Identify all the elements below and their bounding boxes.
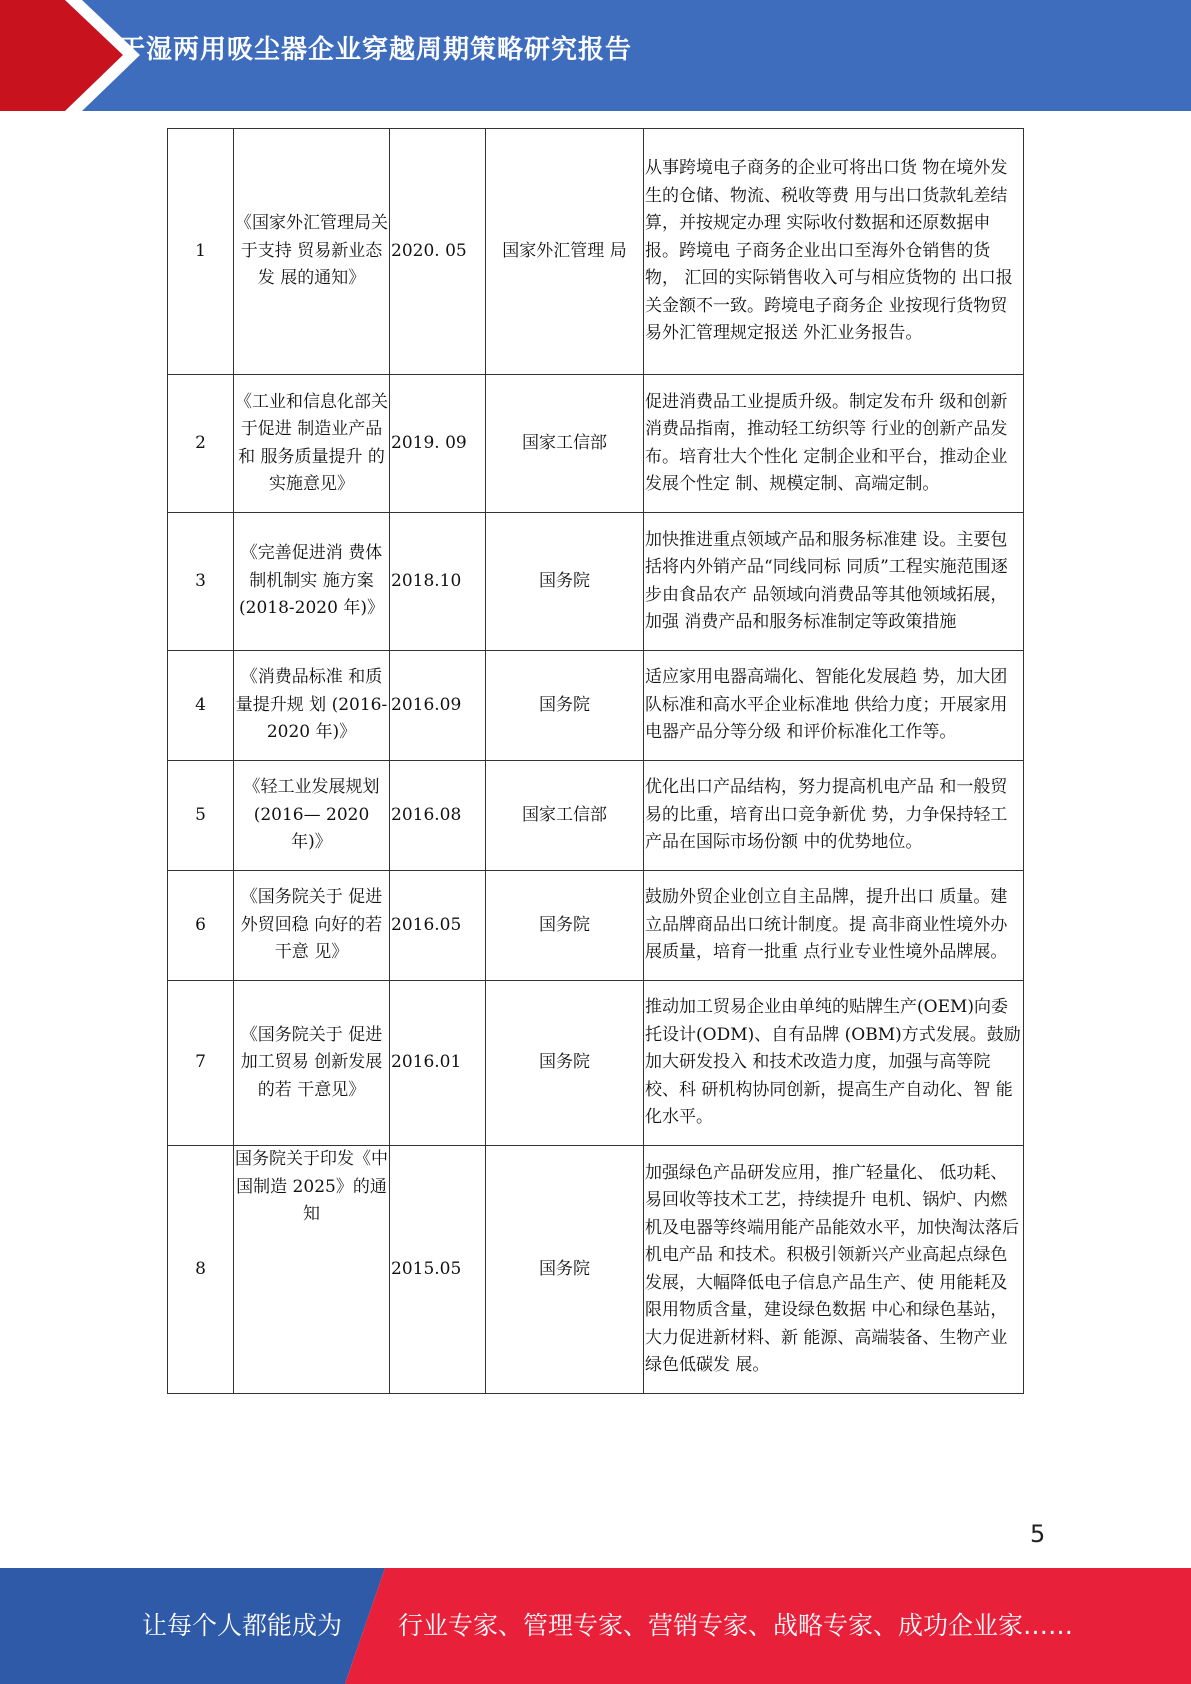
table-row <box>168 761 1024 871</box>
policy-name: 国务院关于印发《中国制造 2025》的通知 <box>234 1146 390 1394</box>
table-row <box>168 1146 1024 1394</box>
issuing-body: 国家外汇管理 局 <box>486 129 644 375</box>
page-header <box>0 0 1191 111</box>
issue-date: 2015.05 <box>390 1146 486 1394</box>
policy-content: 优化出口产品结构，努力提高机电产品 和一般贸易的比重，培育出口竞争新优 势，力争保持轻工产品在国际市场份额 中的优势地位。 <box>644 761 1024 871</box>
issue-date: 2016.01 <box>390 981 486 1146</box>
policy-content: 加强绿色产品研发应用，推广轻量化、 低功耗、易回收等技术工艺，持续提升 电机、锅炉、内燃机及电器等终端用能产品能效水平，加快淘汰落后机电产品 和技术。积极引领新兴产业高起点绿色 发展，大幅降低电子信息产品生产、使 用能耗及限用物质含量，建设绿色数据 中心和绿色基站，大力促进新材料、新 能源、高端装备、生物产业绿色低碳发 展。 <box>644 1146 1024 1394</box>
policy-table <box>167 128 1024 1394</box>
issuing-body: 国务院 <box>486 981 644 1146</box>
issue-date: 2020. 05 <box>390 129 486 375</box>
policy-name: 《轻工业发展规划(2016— 2020 年)》 <box>234 761 390 871</box>
row-index: 2 <box>168 375 234 513</box>
report-title-text: 干湿两用吸尘器企业穿越周期策略研究报告 <box>118 35 632 65</box>
row-index: 5 <box>168 761 234 871</box>
issuing-body: 国家工信部 <box>486 761 644 871</box>
issuing-body: 国务院 <box>486 651 644 761</box>
issue-date: 2016.08 <box>390 761 486 871</box>
policy-name: 《完善促进消 费体制机制实 施方案 (2018-2020 年)》 <box>234 513 390 651</box>
issuing-body: 国务院 <box>486 513 644 651</box>
issue-date: 2016.09 <box>390 651 486 761</box>
policy-content: 从事跨境电子商务的企业可将出口货 物在境外发生的仓储、物流、税收等费 用与出口货款轧差结算，并按规定办理 实际收付数据和还原数据申报。跨境电 子商务企业出口至海外仓销售的货物， 汇回的实际销售收入可与相应货物的 出口报关金额不一致。跨境电子商务企 业按现行货物贸易外汇管理规定报送 外汇业务报告。 <box>644 129 1024 375</box>
issuing-body: 国务院 <box>486 871 644 981</box>
footer-slogan-left: 让每个人都能成为 <box>142 1611 343 1640</box>
policy-content: 推动加工贸易企业由单纯的贴牌生产(OEM)向委托设计(ODM)、自有品牌 (OBM)方式发展。鼓励加大研发投入 和技术改造力度，加强与高等院校、科 研机构协同创新，提高生产自动化、智 能化水平。 <box>644 981 1024 1146</box>
issuing-body: 国家工信部 <box>486 375 644 513</box>
row-index: 3 <box>168 513 234 651</box>
table-row <box>168 651 1024 761</box>
issue-date: 2016.05 <box>390 871 486 981</box>
row-index: 1 <box>168 129 234 375</box>
issue-date: 2018.10 <box>390 513 486 651</box>
issue-date: 2019. 09 <box>390 375 486 513</box>
policy-name: 《工业和信息化部关于促进 制造业产品和 服务质量提升 的实施意见》 <box>234 375 390 513</box>
row-index: 4 <box>168 651 234 761</box>
report-title <box>0 0 1191 100</box>
table-row <box>168 513 1024 651</box>
policy-content: 加快推进重点领域产品和服务标准建 设。主要包括将内外销产品“同线同标 同质”工程实施范围逐步由食品农产 品领域向消费品等其他领域拓展，加强 消费产品和服务标准制定等政策措施 <box>644 513 1024 651</box>
footer-slogan-right: 行业专家、管理专家、营销专家、战略专家、成功企业家…… <box>398 1611 1074 1640</box>
policy-name: 《国家外汇管理局关于支持 贸易新业态发 展的通知》 <box>234 129 390 375</box>
policy-content: 鼓励外贸企业创立自主品牌，提升出口 质量。建立品牌商品出口统计制度。提 高非商业性境外办展质量，培育一批重 点行业专业性境外品牌展。 <box>644 871 1024 981</box>
policy-name: 《国务院关于 促进加工贸易 创新发展的若 干意见》 <box>234 981 390 1146</box>
page-footer <box>0 1568 1191 1684</box>
table-row <box>168 981 1024 1146</box>
policy-content: 促进消费品工业提质升级。制定发布升 级和创新消费品指南，推动轻工纺织等 行业的创新产品发布。培育壮大个性化 定制企业和平台，推动企业发展个性定 制、规模定制、高端定制。 <box>644 375 1024 513</box>
issuing-body: 国务院 <box>486 1146 644 1394</box>
table-row <box>168 129 1024 375</box>
row-index: 8 <box>168 1146 234 1394</box>
policy-content: 适应家用电器高端化、智能化发展趋 势，加大团队标准和高水平企业标准地 供给力度；开展家用电器产品分等分级 和评价标准化工作等。 <box>644 651 1024 761</box>
row-index: 6 <box>168 871 234 981</box>
row-index: 7 <box>168 981 234 1146</box>
table-row <box>168 871 1024 981</box>
page-number: 5 <box>1030 1520 1046 1548</box>
policy-name: 《国务院关于 促进外贸回稳 向好的若干意 见》 <box>234 871 390 981</box>
table-row <box>168 375 1024 513</box>
policy-name: 《消费品标准 和质量提升规 划 (2016-2020 年)》 <box>234 651 390 761</box>
